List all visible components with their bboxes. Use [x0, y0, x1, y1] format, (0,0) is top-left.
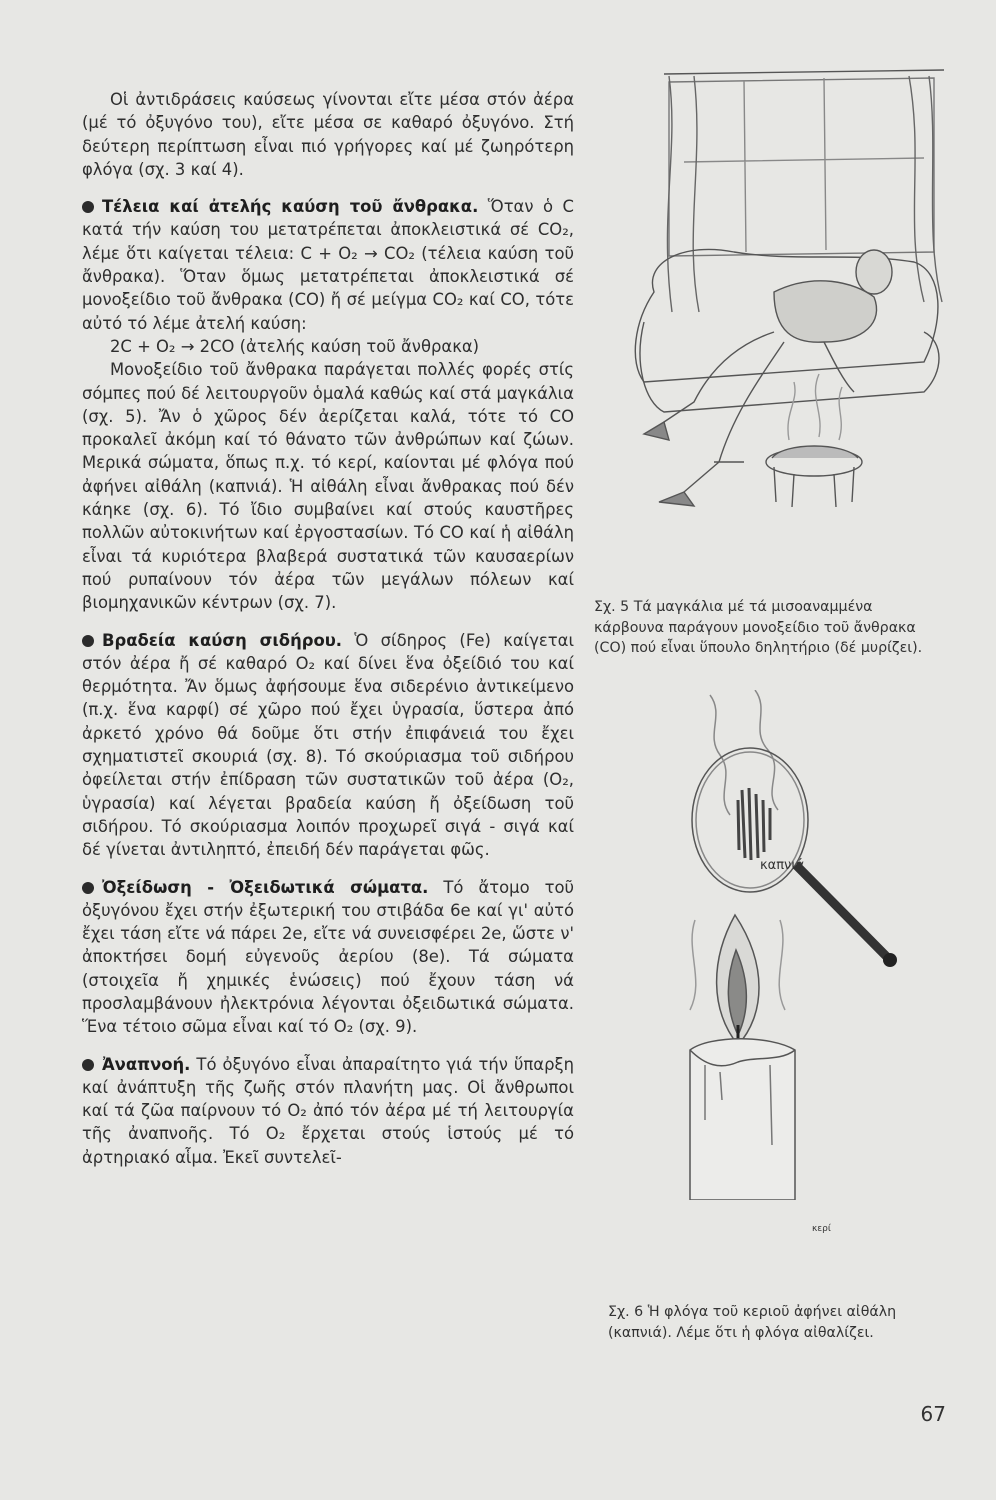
section-oxidation	[82, 876, 574, 1039]
main-text-column	[82, 88, 574, 1169]
equation-incomplete-combustion: 2C + O₂ → 2CO (ἀτελής καύση τοῦ ἄνθρακα)	[110, 336, 480, 356]
section-body: Ὅταν ὁ C κατά τήν καύση του μετατρέπεται ἀποκλειστικά σέ CO₂, λέμε ὅτι καίγεται τέλεια: C + O₂ → CO₂ (τέλεια καύση τοῦ ἄνθρακα). Ὅταν ὅμως μετατρέπεται ἀποκλειστικά σέ μονοξείδιο τοῦ ἄνθρακα (CO) ἤ σέ μείγμα CO₂ καί CO, τότε αὐτό τό λέμε ἀτελή καύση:	[82, 197, 574, 333]
bullet-icon	[82, 882, 94, 894]
section-body: Τό ὀξυγόνο εἶναι ἀπαραίτητο γιά τήν ὕπαρξη καί ἀνάπτυξη τῆς ζωῆς στόν πλανήτη μας. Οἱ ἄνθρωποι καί τά ζῶα παίρνουν τό O₂ ἀπό τόν ἀέρα μέ τή λειτουργία τῆς ἀναπνοῆς. Τό O₂ ἔρχεται στούς ἱστούς μέ τό ἀρτηριακό αἷμα. Ἐκεῖ συντελεῖ-	[82, 1054, 574, 1167]
section-respiration	[82, 1053, 574, 1169]
figure-6-caption: Σχ. 6 Ἡ φλόγα τοῦ κεριοῦ ἀφήνει αἰθάλη (καπνιά). Λέμε ὅτι ἡ φλόγα αἰθαλίζει.	[608, 1304, 897, 1341]
section-title: Τέλεια καί ἀτελής καύση τοῦ ἄνθρακα.	[102, 197, 479, 217]
section-complete-incomplete-combustion	[82, 195, 574, 335]
bullet-icon	[82, 1059, 94, 1071]
figure-5-brazier-illustration	[624, 62, 954, 602]
section-slow-iron-combustion	[82, 629, 574, 862]
figure-6-candle-illustration	[650, 690, 920, 1200]
section-body: Τό ἄτομο τοῦ ὀξυγόνου ἔχει στήν ἐξωτερική του στιβάδα 6e καί γι' αὐτό ἔχει τάση εἴτε νά πάρει 2e, εἴτε νά συνεισφέρει 2e, ὥστε ν' ἀποκτήσει δομή εὐγενοῦς ἀερίου (8e). Τά σώματα (στοιχεῖα ἤ χημικές ἑνώσεις) πού ἔχουν τάση νά προσλαμβάνουν ἠλεκτρόνια λέγονται ὀξειδωτικά σώματα. Ἕνα τέτοιο σῶμα εἶναι καί τό O₂ (σχ. 9).	[82, 877, 574, 1037]
bullet-icon	[82, 201, 94, 213]
candle-label: κερί	[812, 1224, 831, 1234]
carbon-monoxide-paragraph: Μονοξείδιο τοῦ ἄνθρακα παράγεται πολλές φορές στίς σόμπες πού δέ λειτουργοῦν ὁμαλά καθώς καί στά μαγκάλια (σχ. 5). Ἄν ὁ χῶρος δέν ἀερίζεται καλά, τότε τό CO προκαλεῖ ἀκόμη καί τό θάνατο τῶν ἀνθρώπων καί ζώων. Μερικά σώματα, ὅπως π.χ. τό κερί, καίονται μέ φλόγα πού ἀφήνει αἰθάλη (καπνιά). Ἡ αἰθάλη εἶναι ἄνθρακας πού δέν κάηκε (σχ. 6). Τό ἴδιο συμβαίνει καί στούς καυστῆρες πολλῶν αὐτοκινήτων καί ἐργοστασίων. Τό CO καί ἡ αἰθάλη εἶναι τά κυριότερα βλαβερά συστατικά τῶν καυσαερίων πού ρυπαίνουν τόν ἀέρα τῶν μεγάλων πόλεων καί βιομηχανικῶν κέντρων (σχ. 7).	[82, 360, 574, 613]
section-title: Βραδεία καύση σιδήρου.	[102, 630, 343, 650]
intro-paragraph: Οἱ ἀντιδράσεις καύσεως γίνονται εἴτε μέσα στόν ἀέρα (μέ τό ὀξυγόνο του), εἴτε μέσα σε καθαρό ὀξυγόνο. Στή δεύτερη περίπτωση εἶναι πιό γρήγορες καί μέ ζωηρότερη φλόγα (σχ. 3 καί 4).	[82, 90, 574, 179]
figure-5-caption: Σχ. 5 Τά μαγκάλια μέ τά μισοαναμμένα κάρβουνα παράγουν μονοξείδιο τοῦ ἄνθρακα (CO) πού εἶναι ὕπουλο δηλητήριο (δέ μυρίζει).	[594, 599, 923, 657]
page-number: 67	[920, 1402, 946, 1426]
soot-label: καπνιά	[760, 858, 805, 873]
section-title: Ἀναπνοή.	[102, 1054, 191, 1074]
bullet-icon	[82, 635, 94, 647]
section-title: Ὀξείδωση - Ὀξειδωτικά σώματα.	[102, 877, 429, 897]
section-body: Ὁ σίδηρος (Fe) καίγεται στόν ἀέρα ἤ σέ καθαρό O₂ καί δίνει ἕνα ὀξείδιό του καί θερμότητα. Ἄν ὅμως ἀφήσουμε ἕνα σιδερένιο ἀντικείμενο (π.χ. ἕνα καρφί) σέ χῶρο πού ἔχει ὑγρασία, ὕστερα ἀπό ἀρκετό χρόνο θά δοῦμε ὅτι στήν ἐπιφάνειά του ἔχει σχηματιστεῖ σκουριά (σχ. 8). Τό σκούριασμα τοῦ σιδήρου ὀφείλεται στήν ἐπίδραση τῶν συστατικῶν τοῦ ἀέρα (O₂, ὑγρασία) καί λέγεται βραδεία καύση ἤ ὀξείδωση τοῦ σιδήρου. Τό σκούριασμα λοιπόν προχωρεῖ σιγά - σιγά καί δέ γίνεται ἀντιληπτό, ἐπειδή δέν παράγεται φῶς.	[82, 630, 574, 860]
